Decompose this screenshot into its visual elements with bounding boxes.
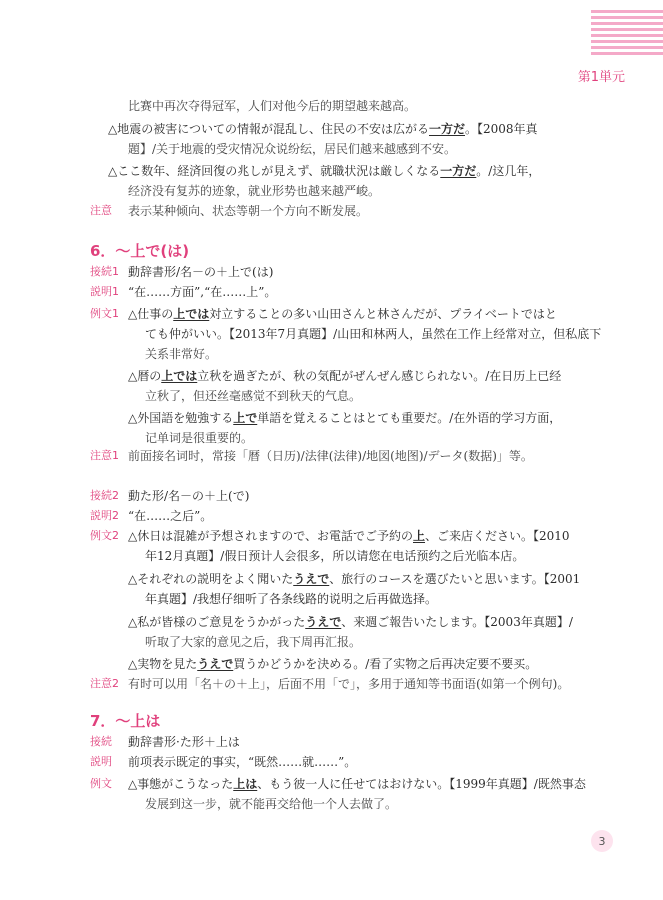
connection-1-text: 動辞書形/名－の＋上で(は)	[128, 265, 274, 279]
key-expression: うえで	[305, 615, 342, 629]
connection-tag: 接続	[90, 735, 112, 748]
connection-2-text: 動た形/名－の＋上(で)	[128, 489, 250, 503]
note-tag: 注意	[90, 204, 112, 217]
key-expression: 上	[413, 529, 426, 543]
key-expression: 上では	[161, 369, 198, 383]
example-1-tag: 例文1	[90, 307, 119, 320]
note-text: 表示某种倾向、状态等朝一个方向不断发展。	[128, 204, 369, 218]
connection-1-tag: 接続1	[90, 265, 119, 278]
explanation-1-text: “在……方面”,“在……上”。	[128, 285, 277, 299]
example-b-cont: 立秋了，但还丝毫感觉不到秋天的气息。	[145, 389, 362, 403]
example-e-cont: 年真題】/我想仔细听了各条线路的说明之后再做选择。	[145, 592, 438, 606]
example-d-cont: 年12月真題】/假日预计人会很多，所以请您在电话预约之后光临本店。	[145, 549, 525, 563]
intro-example-1-translation: 題】/关于地震的受灾情况众说纷纭，居民们越来越感到不安。	[128, 142, 457, 156]
example-f: △私が皆様のご意見をうかがったうえで、来週ご報告いたします。【2003年真題】/	[128, 615, 573, 629]
example-a-cont-2: 关系非常好。	[145, 347, 218, 361]
example-f-cont: 听取了大家的意见之后，我下周再汇报。	[145, 635, 362, 649]
unit-label: 第1単元	[577, 70, 625, 85]
explanation-2-tag: 説明2	[90, 509, 119, 522]
key-expression: 上は	[233, 777, 258, 791]
connection-2-tag: 接続2	[90, 489, 119, 502]
intro-example-2: △ここ数年、経済回復の兆しが見えず、就職状況は厳しくなる一方だ。/这几年，	[108, 164, 541, 178]
note-2-text: 有时可以用「名＋の＋上」，后面不用「で」，多用于通知等书面语(如第一个例句)。	[128, 677, 570, 691]
note-2-tag: 注意2	[90, 677, 119, 690]
explanation-2-text: “在……之后”。	[128, 509, 213, 523]
key-expression: 上では	[173, 307, 210, 321]
key-expression: 一方だ	[429, 122, 466, 136]
intro-example-1: △地震の被害についての情報が混乱し、住民の不安は広がる一方だ。【2008年真	[108, 122, 538, 136]
example-h-cont: 发展到这一步，就不能再交给他一个人去做了。	[145, 797, 398, 811]
example-d: △休日は混雑が予想されますので、お電話でご予約の上、ご来店ください。【2010	[128, 529, 570, 543]
example-tag: 例文	[90, 777, 112, 790]
explanation-text: 前项表示既定的事实，“既然……就……”。	[128, 755, 357, 769]
note-1-text: 前面接名词时，常接「暦（日历)/法律(法律)/地図(地图)/データ(数据)」等。	[128, 449, 533, 463]
intro-example-2-translation: 经济没有复苏的迹象，就业形势也越来越严峻。	[128, 184, 381, 198]
example-2-tag: 例文2	[90, 529, 119, 542]
note-1-tag: 注意1	[90, 449, 119, 462]
key-expression: うえで	[293, 572, 330, 586]
example-c-cont: 记单词是很重要的。	[145, 431, 254, 445]
section-6-heading: 6．～上で(は)	[90, 242, 190, 260]
header-stripes-decoration	[591, 10, 663, 60]
example-c: △外国語を勉強する上で単語を覚えることはとても重要だ。/在外语的学习方面，	[128, 411, 562, 425]
example-b: △暦の上では立秋を過ぎたが、秋の気配がぜんぜん感じられない。/在日历上已经	[128, 369, 562, 383]
key-expression: 一方だ	[440, 164, 477, 178]
page-number: 3	[591, 830, 613, 852]
explanation-1-tag: 説明1	[90, 285, 119, 298]
key-expression: 上で	[233, 411, 258, 425]
example-a-cont: ても仲がいい。【2013年7月真題】/山田和林两人，虽然在工作上经常对立，但私底下	[145, 327, 602, 341]
intro-translation: 比赛中再次夺得冠军，人们对他今后的期望越来越高。	[128, 99, 417, 113]
example-g: △実物を見たうえで買うかどうかを決める。/看了实物之后再决定要不要买。	[128, 657, 538, 671]
example-e: △それぞれの説明をよく聞いたうえで、旅行のコースを選びたいと思います。【2001	[128, 572, 581, 586]
key-expression: うえで	[197, 657, 234, 671]
connection-text: 動辞書形·た形＋上は	[128, 735, 240, 749]
example-a: △仕事の上では対立することの多い山田さんと林さんだが、プライベートではと	[128, 307, 557, 321]
section-7-heading: 7．～上は	[90, 712, 161, 730]
example-h: △事態がこうなった上は、もう彼一人に任せてはおけない。【1999年真題】/既然事态	[128, 777, 586, 791]
explanation-tag: 説明	[90, 755, 112, 768]
